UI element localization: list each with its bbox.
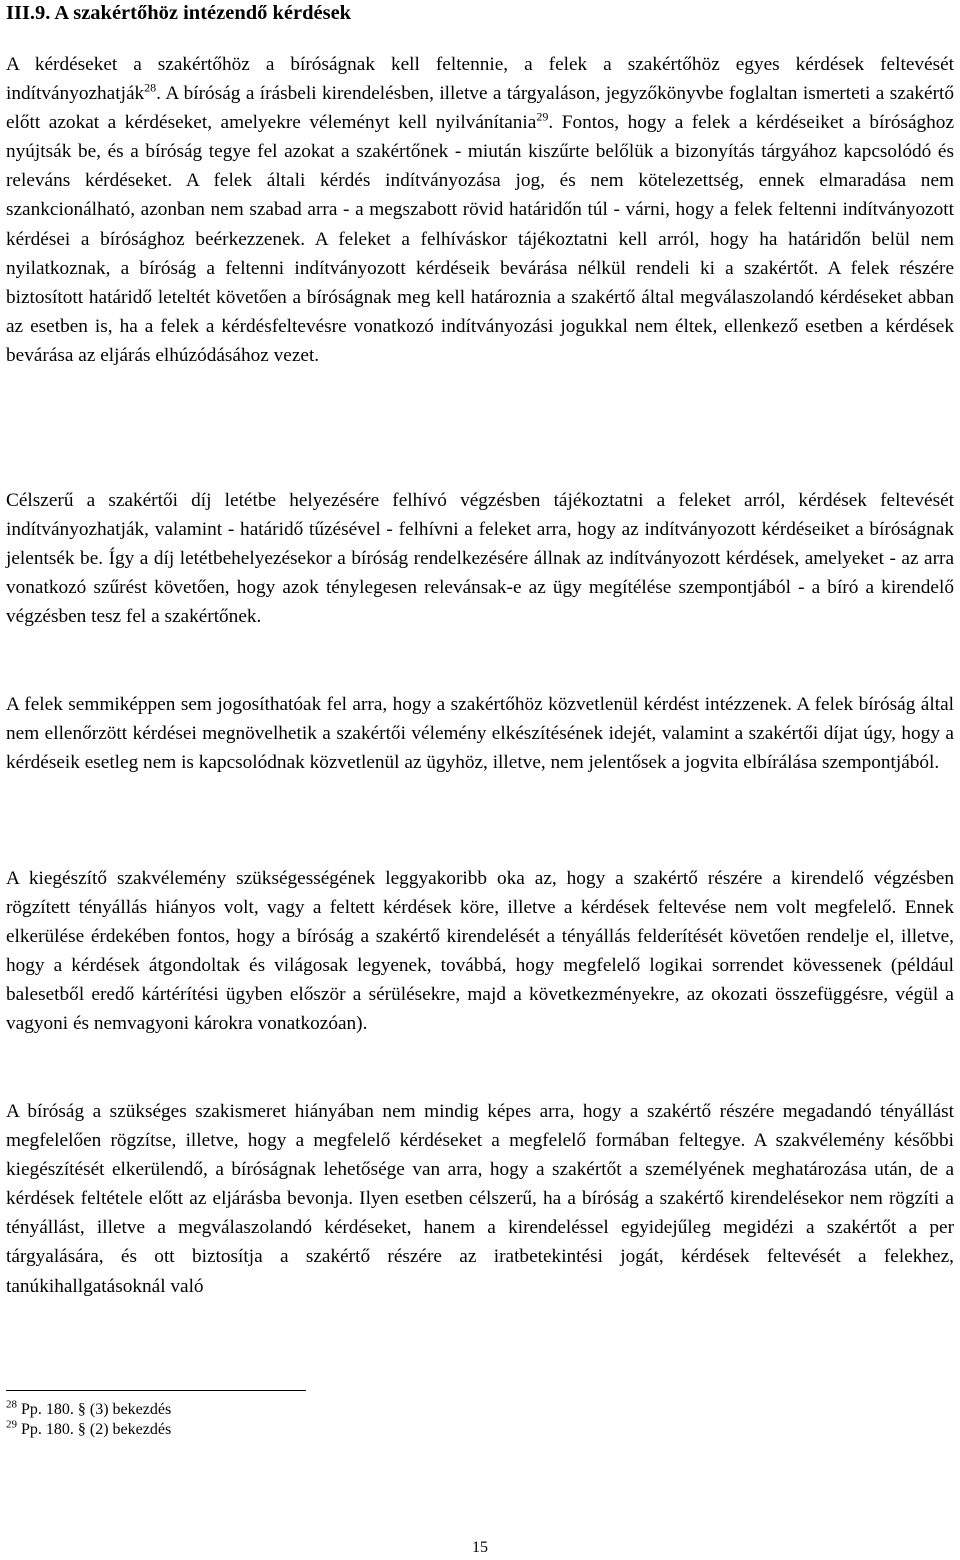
- footnote-29: [6, 1420, 606, 1440]
- paragraph-1-part-3: . Fontos, hogy a felek a kérdéseiket a bírósághoz nyújtsák be, és a bíróság tegye fel azokat a szakértőnek - miután kiszűrte belőlük a bizonyítás tárgyához kapcsolódó és releváns kérdéseket. A felek általi kérdés indítványozása jog, és nem kötelezettség, ennek elmaradása nem szankcionálható, azonban nem szabad arra - a megszabott rövid határidőn túl - várni, hogy a felek feltenni indítványozott kérdései a bírósághoz beérkezzenek. A feleket a felhíváskor tájékoztatni kell arról, hogy ha határidőn belül nem nyilatkoznak, a bíróság a feltenni indítványozott kérdéseik bevárása nélkül rendeli ki a szakértőt. A felek részére biztosított határidő leteltét követően a bíróságnak meg kell határoznia a szakértő által megválaszolandó kérdéseket abban az esetben is, ha a felek a kérdésfeltevésre vonatkozó indítványozási jogukkal nem éltek, ellenkező esetben a kérdések bevárása az eljárás elhúzódásához vezet.: [6, 112, 954, 366]
- paragraph-1-part-2: . A bíróság a írásbeli kirendelésben, illetve a tárgyaláson, jegyzőkönyvbe foglaltan ismerteti a szakértő előtt azokat a kérdéseket, amelyekre véleményt kell nyilvánítania: [6, 83, 954, 134]
- footnotes: [6, 1400, 606, 1440]
- footnote-ref-28[interactable]: 28: [144, 80, 157, 95]
- document-page: [6, 0, 954, 1556]
- paragraph-1: [6, 50, 954, 370]
- footnote-28: [6, 1400, 606, 1420]
- paragraph-4: A kiegészítő szakvélemény szükségességének leggyakoribb oka az, hogy a szakértő részére a kirendelő végzésben rögzített tényállás hiányos volt, vagy a feltett kérdések köre, illetve a kérdések feltevése nem volt megfelelő. Ennek elkerülése érdekében fontos, hogy a bíróság a szakértő kirendelését a tényállás felderítését követően rendelje el, illetve, hogy a kérdések átgondoltak és világosak legyenek, továbbá, hogy megfelelő logikai sorrendet kövessenek (például balesetből eredő kártérítési ügyben először a sérülésekre, majd a következményekre, az okozati összefüggésre, végül a vagyoni és nemvagyoni károkra vonatkozóan).: [6, 868, 954, 1035]
- footnote-text: Pp. 180. § (2) bekezdés: [21, 1421, 172, 1438]
- footnote-ref-29[interactable]: 29: [536, 109, 549, 124]
- paragraph-5: A bíróság a szükséges szakismeret hiányában nem mindig képes arra, hogy a szakértő részére megadandó tényállást megfelelően rögzítse, illetve, hogy a megfelelő kérdéseket a megfelelő formában feltegye. A szakvélemény későbbi kiegészítését elkerülendő, a bíróságnak lehetősége van arra, hogy a szakértőt a személyének meghatározása után, de a kérdések feltétele előtt az eljárásba bevonja. Ilyen esetben célszerű, ha a bíróság a szakértő kirendelésekor nem rögzíti a tényállást, illetve a megválaszolandó kérdéseket, hanem a kirendeléssel egyidejűleg megidézi a szakértőt a per tárgyalására, és ott biztosítja a szakértő részére az iratbetekintési jogát, kérdések feltevését a felekhez, tanúkihallgatásoknál való: [6, 1101, 954, 1297]
- section-heading: III.9. A szakértőhöz intézendő kérdések: [6, 2, 352, 24]
- page-number: 15: [472, 1539, 488, 1556]
- footnote-number: 29: [6, 1418, 17, 1431]
- footnote-separator: [6, 1390, 306, 1391]
- footnote-number: 28: [6, 1398, 17, 1411]
- paragraph-1-part-1: A kérdéseket a szakértőhöz a bíróságnak kell feltennie, a felek a szakértőhöz egyes kérdések feltevését indítványozhatják: [6, 54, 954, 105]
- paragraph-2: Célszerű a szakértői díj letétbe helyezésére felhívó végzésben tájékoztatni a feleket arról, kérdések feltevését indítványozhatják, valamint - határidő tűzésével - felhívni a feleket arra, hogy az indítványozott kérdéseiket a bíróságnak jelentsék be. Így a díj letétbehelyezésekor a bíróság rendelkezésére állnak az indítványozott kérdések, amelyeket - az arra vonatkozó szűrést követően, hogy azok ténylegesen relevánsak-e az ügy megítélése szempontjából - a bíró a kirendelő végzésben tesz fel a szakértőnek.: [6, 490, 954, 628]
- footnote-text: Pp. 180. § (3) bekezdés: [21, 1401, 172, 1418]
- paragraph-3: A felek semmiképpen sem jogosíthatóak fel arra, hogy a szakértőhöz közvetlenül kérdést intézzenek. A felek bíróság által nem ellenőrzött kérdései megnövelhetik a szakértői vélemény elkészítésének idejét, valamint a szakértői díjat úgy, hogy a kérdéseik esetleg nem is kapcsolódnak közvetlenül az ügyhöz, illetve, nem jelentősek a jogvita elbírálása szempontjából.: [6, 694, 954, 774]
